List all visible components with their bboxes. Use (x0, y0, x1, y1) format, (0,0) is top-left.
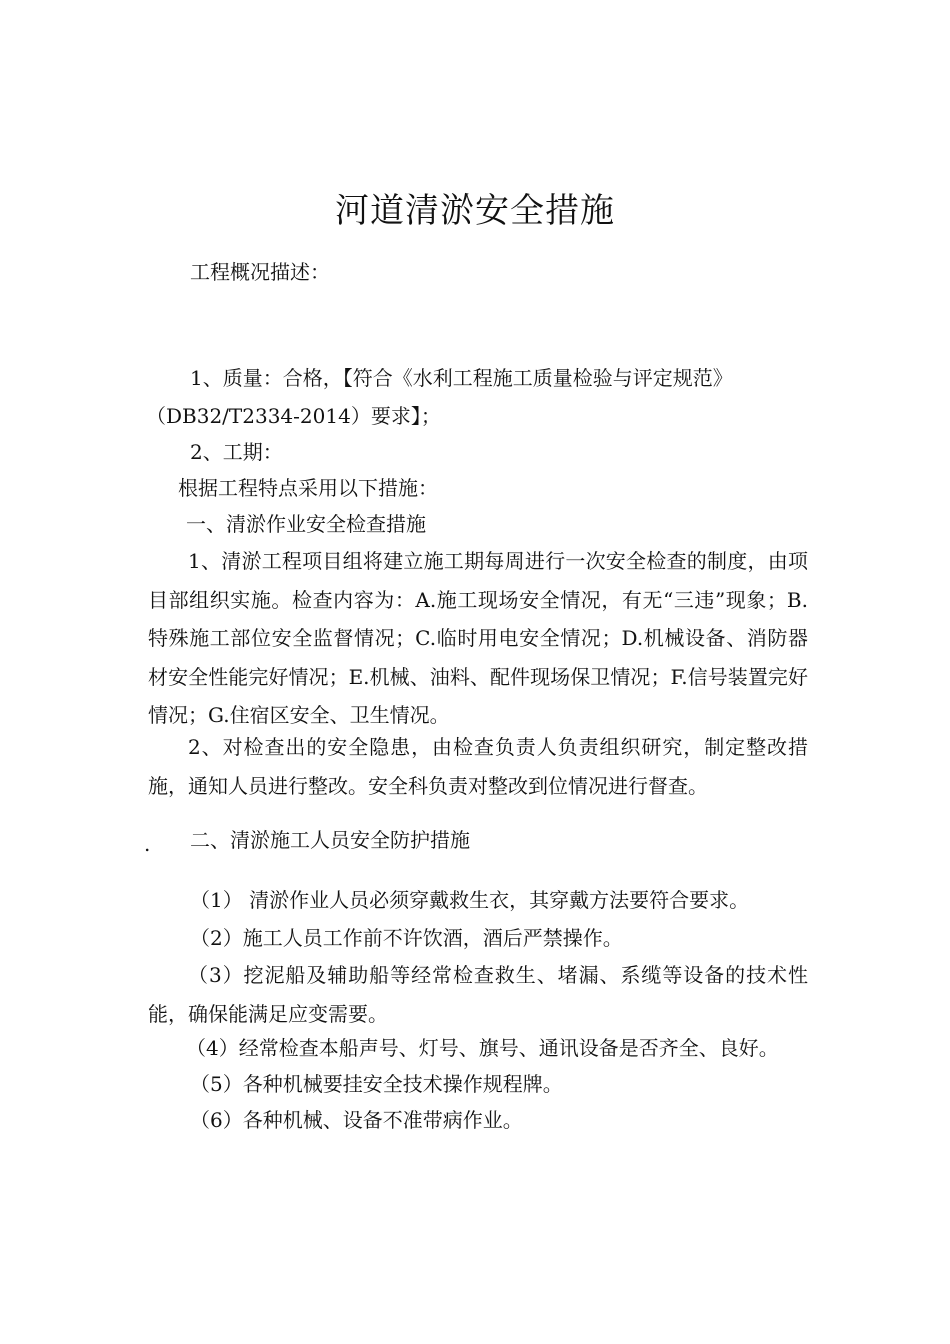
section2-item-3: （3）挖泥船及辅助船等经常检查救生、堵漏、系缆等设备的技术性能，确保能满足应变需要。 (148, 963, 808, 1026)
section2-item-5: （5）各种机械要挂安全技术操作规程牌。 (190, 1072, 563, 1096)
section2-heading: 二、清淤施工人员安全防护措施 (190, 828, 470, 852)
section2-item-4: （4）经常检查本船声号、灯号、旗号、通讯设备是否齐全、良好。 (186, 1036, 779, 1060)
list-marker-dot: . (144, 832, 151, 856)
schedule-line: 2、工期： (190, 440, 283, 464)
quality-line-1: 1、质量：合格，【符合《水利工程施工质量检验与评定规范》 (190, 366, 733, 390)
section2-item-1: （1） 清淤作业人员必须穿戴救生衣，其穿戴方法要符合要求。 (190, 888, 750, 912)
section1-paragraph-2: 2、对检查出的安全隐患，由检查负责人负责组织研究，制定整改措施，通知人员进行整改。安全科负责对整改到位情况进行督查。 (148, 735, 808, 798)
overview-label: 工程概况描述： (190, 260, 330, 284)
document-title: 河道清淤安全措施 (335, 191, 615, 231)
section2-item-6: （6）各种机械、设备不准带病作业。 (190, 1108, 523, 1132)
section2-item-2: （2）施工人员工作前不许饮酒，酒后严禁操作。 (190, 926, 623, 950)
measures-intro: 根据工程特点采用以下措施： (178, 476, 438, 500)
section1-heading: 一、清淤作业安全检查措施 (186, 512, 426, 536)
quality-line-2: （DB32/T2334-2014）要求】； (146, 404, 441, 428)
section1-paragraph-1: 1、清淤工程项目组将建立施工期每周进行一次安全检查的制度，由项目部组织实施。检查内容为：A.施工现场安全情况，有无“三违”现象；B.特殊施工部位安全监督情况；C.临时用电安全情况；D.机械设备、消防器材安全性能完好情况；E.机械、油料、配件现场保卫情况；F.信号装置完好情况；G.住宿区安全、卫生情况。 (148, 549, 808, 727)
